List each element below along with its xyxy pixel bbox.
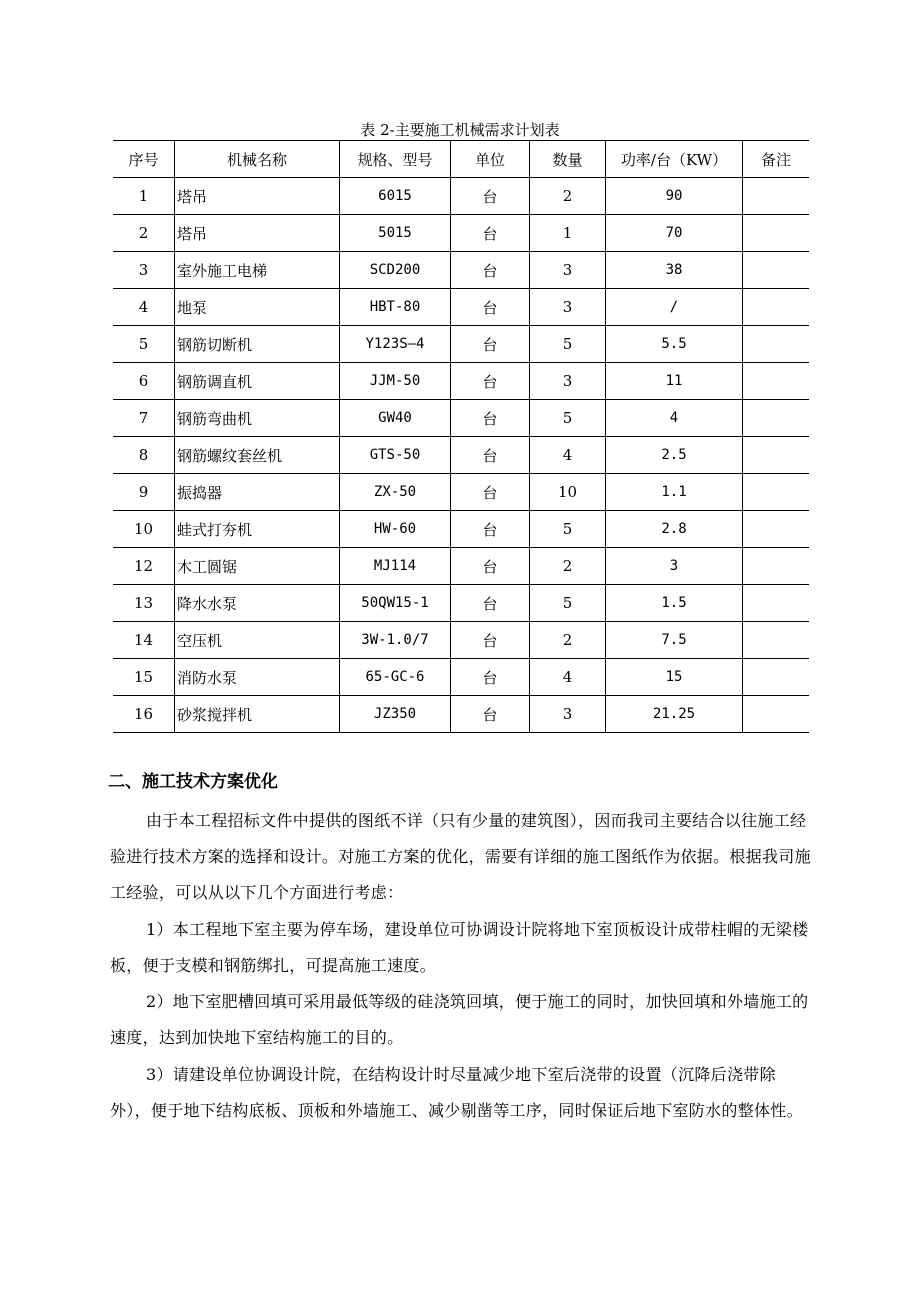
table-row xyxy=(113,511,809,548)
cell-unit: 台 xyxy=(451,289,530,326)
table-row xyxy=(113,622,809,659)
cell-power: 15 xyxy=(606,659,743,696)
table-row xyxy=(113,326,809,363)
cell-quantity: 1 xyxy=(530,215,606,252)
cell-remarks xyxy=(743,585,810,622)
cell-index: 7 xyxy=(113,400,175,437)
cell-remarks xyxy=(743,252,810,289)
cell-model: 50QW15-1 xyxy=(340,585,451,622)
cell-quantity: 5 xyxy=(530,585,606,622)
col-header-quantity: 数量 xyxy=(530,141,606,178)
cell-name: 砂浆搅拌机 xyxy=(175,696,340,733)
cell-power: 7.5 xyxy=(606,622,743,659)
cell-name: 钢筋调直机 xyxy=(175,363,340,400)
cell-name: 室外施工电梯 xyxy=(175,252,340,289)
cell-index: 10 xyxy=(113,511,175,548)
cell-remarks xyxy=(743,400,810,437)
cell-quantity: 3 xyxy=(530,363,606,400)
cell-quantity: 5 xyxy=(530,511,606,548)
cell-remarks xyxy=(743,363,810,400)
cell-model: 5015 xyxy=(340,215,451,252)
cell-power: 3 xyxy=(606,548,743,585)
cell-model: 65-GC-6 xyxy=(340,659,451,696)
cell-index: 1 xyxy=(113,178,175,215)
cell-unit: 台 xyxy=(451,437,530,474)
cell-name: 振捣器 xyxy=(175,474,340,511)
cell-index: 6 xyxy=(113,363,175,400)
col-header-name: 机械名称 xyxy=(175,141,340,178)
cell-index: 12 xyxy=(113,548,175,585)
cell-index: 14 xyxy=(113,622,175,659)
cell-model: JJM-50 xyxy=(340,363,451,400)
cell-model: SCD200 xyxy=(340,252,451,289)
equipment-table xyxy=(113,140,809,733)
cell-quantity: 3 xyxy=(530,696,606,733)
col-header-remarks: 备注 xyxy=(743,141,810,178)
cell-quantity: 4 xyxy=(530,659,606,696)
cell-model: GW40 xyxy=(340,400,451,437)
cell-quantity: 4 xyxy=(530,437,606,474)
table-row xyxy=(113,215,809,252)
cell-model: HBT-80 xyxy=(340,289,451,326)
cell-power: 4 xyxy=(606,400,743,437)
cell-model: MJ114 xyxy=(340,548,451,585)
cell-model: Y123S—4 xyxy=(340,326,451,363)
cell-unit: 台 xyxy=(451,585,530,622)
cell-model: JZ350 xyxy=(340,696,451,733)
cell-index: 5 xyxy=(113,326,175,363)
cell-power: 1.1 xyxy=(606,474,743,511)
cell-remarks xyxy=(743,622,810,659)
table-row xyxy=(113,437,809,474)
cell-unit: 台 xyxy=(451,474,530,511)
cell-model: 3W-1.0/7 xyxy=(340,622,451,659)
cell-power: 70 xyxy=(606,215,743,252)
cell-index: 4 xyxy=(113,289,175,326)
cell-name: 木工圆锯 xyxy=(175,548,340,585)
cell-remarks xyxy=(743,474,810,511)
cell-remarks xyxy=(743,215,810,252)
table-row xyxy=(113,696,809,733)
cell-index: 15 xyxy=(113,659,175,696)
cell-index: 9 xyxy=(113,474,175,511)
cell-remarks xyxy=(743,437,810,474)
cell-index: 13 xyxy=(113,585,175,622)
table-row xyxy=(113,548,809,585)
cell-model: 6015 xyxy=(340,178,451,215)
cell-model: HW-60 xyxy=(340,511,451,548)
section-heading: 二、施工技术方案优化 xyxy=(108,772,278,792)
table-body xyxy=(113,178,809,733)
cell-power: 5.5 xyxy=(606,326,743,363)
paragraph: 由于本工程招标文件中提供的图纸不详（只有少量的建筑图），因而我司主要结合以往施工经验进行技术方案的选择和设计。对施工方案的优化，需要有详细的施工图纸作为依据。根据我司施工经验，可以从以下几个方面进行考虑： xyxy=(110,811,811,902)
cell-unit: 台 xyxy=(451,659,530,696)
table-row xyxy=(113,178,809,215)
cell-name: 蛙式打夯机 xyxy=(175,511,340,548)
cell-name: 空压机 xyxy=(175,622,340,659)
cell-quantity: 3 xyxy=(530,289,606,326)
cell-power: 11 xyxy=(606,363,743,400)
cell-power: 1.5 xyxy=(606,585,743,622)
cell-name: 消防水泵 xyxy=(175,659,340,696)
col-header-unit: 单位 xyxy=(451,141,530,178)
cell-name: 钢筋弯曲机 xyxy=(175,400,340,437)
cell-name: 塔吊 xyxy=(175,178,340,215)
cell-remarks xyxy=(743,511,810,548)
table-row xyxy=(113,400,809,437)
paragraph: 3）请建设单位协调设计院，在结构设计时尽量减少地下室后浇带的设置（沉降后浇带除外），便于地下结构底板、顶板和外墙施工、减少剔凿等工序，同时保证后地下室防水的整体性。 xyxy=(110,1065,803,1120)
col-header-index: 序号 xyxy=(113,141,175,178)
cell-power: 21.25 xyxy=(606,696,743,733)
cell-remarks xyxy=(743,178,810,215)
cell-unit: 台 xyxy=(451,363,530,400)
cell-name: 地泵 xyxy=(175,289,340,326)
cell-name: 钢筋螺纹套丝机 xyxy=(175,437,340,474)
table-row xyxy=(113,474,809,511)
cell-name: 塔吊 xyxy=(175,215,340,252)
paragraph: 1）本工程地下室主要为停车场，建设单位可协调设计院将地下室顶板设计成带柱帽的无梁楼板，便于支模和钢筋绑扎，可提高施工速度。 xyxy=(110,920,809,975)
col-header-model: 规格、型号 xyxy=(340,141,451,178)
cell-unit: 台 xyxy=(451,548,530,585)
cell-quantity: 10 xyxy=(530,474,606,511)
cell-index: 3 xyxy=(113,252,175,289)
cell-quantity: 5 xyxy=(530,326,606,363)
cell-unit: 台 xyxy=(451,511,530,548)
cell-quantity: 3 xyxy=(530,252,606,289)
cell-quantity: 2 xyxy=(530,178,606,215)
cell-unit: 台 xyxy=(451,326,530,363)
cell-remarks xyxy=(743,326,810,363)
cell-remarks xyxy=(743,289,810,326)
cell-quantity: 2 xyxy=(530,622,606,659)
cell-quantity: 2 xyxy=(530,548,606,585)
table-header-row xyxy=(113,141,809,178)
cell-unit: 台 xyxy=(451,400,530,437)
table-row xyxy=(113,289,809,326)
cell-power: 2.8 xyxy=(606,511,743,548)
cell-power: 38 xyxy=(606,252,743,289)
cell-index: 16 xyxy=(113,696,175,733)
cell-power: 2.5 xyxy=(606,437,743,474)
table-row xyxy=(113,585,809,622)
cell-remarks xyxy=(743,548,810,585)
cell-index: 2 xyxy=(113,215,175,252)
cell-unit: 台 xyxy=(451,178,530,215)
table-row xyxy=(113,363,809,400)
cell-power: / xyxy=(606,289,743,326)
cell-name: 钢筋切断机 xyxy=(175,326,340,363)
col-header-power: 功率/台（KW） xyxy=(606,141,743,178)
cell-index: 8 xyxy=(113,437,175,474)
cell-remarks xyxy=(743,659,810,696)
cell-power: 90 xyxy=(606,178,743,215)
cell-unit: 台 xyxy=(451,215,530,252)
cell-unit: 台 xyxy=(451,696,530,733)
table-row xyxy=(113,252,809,289)
cell-name: 降水水泵 xyxy=(175,585,340,622)
cell-unit: 台 xyxy=(451,252,530,289)
cell-model: ZX-50 xyxy=(340,474,451,511)
paragraph: 2）地下室肥槽回填可采用最低等级的硅浇筑回填，便于施工的同时，加快回填和外墙施工的速度，达到加快地下室结构施工的目的。 xyxy=(110,992,809,1047)
cell-quantity: 5 xyxy=(530,400,606,437)
cell-remarks xyxy=(743,696,810,733)
cell-model: GTS-50 xyxy=(340,437,451,474)
cell-unit: 台 xyxy=(451,622,530,659)
table-row xyxy=(113,659,809,696)
table-caption: 表 2-主要施工机械需求计划表 xyxy=(360,121,560,139)
